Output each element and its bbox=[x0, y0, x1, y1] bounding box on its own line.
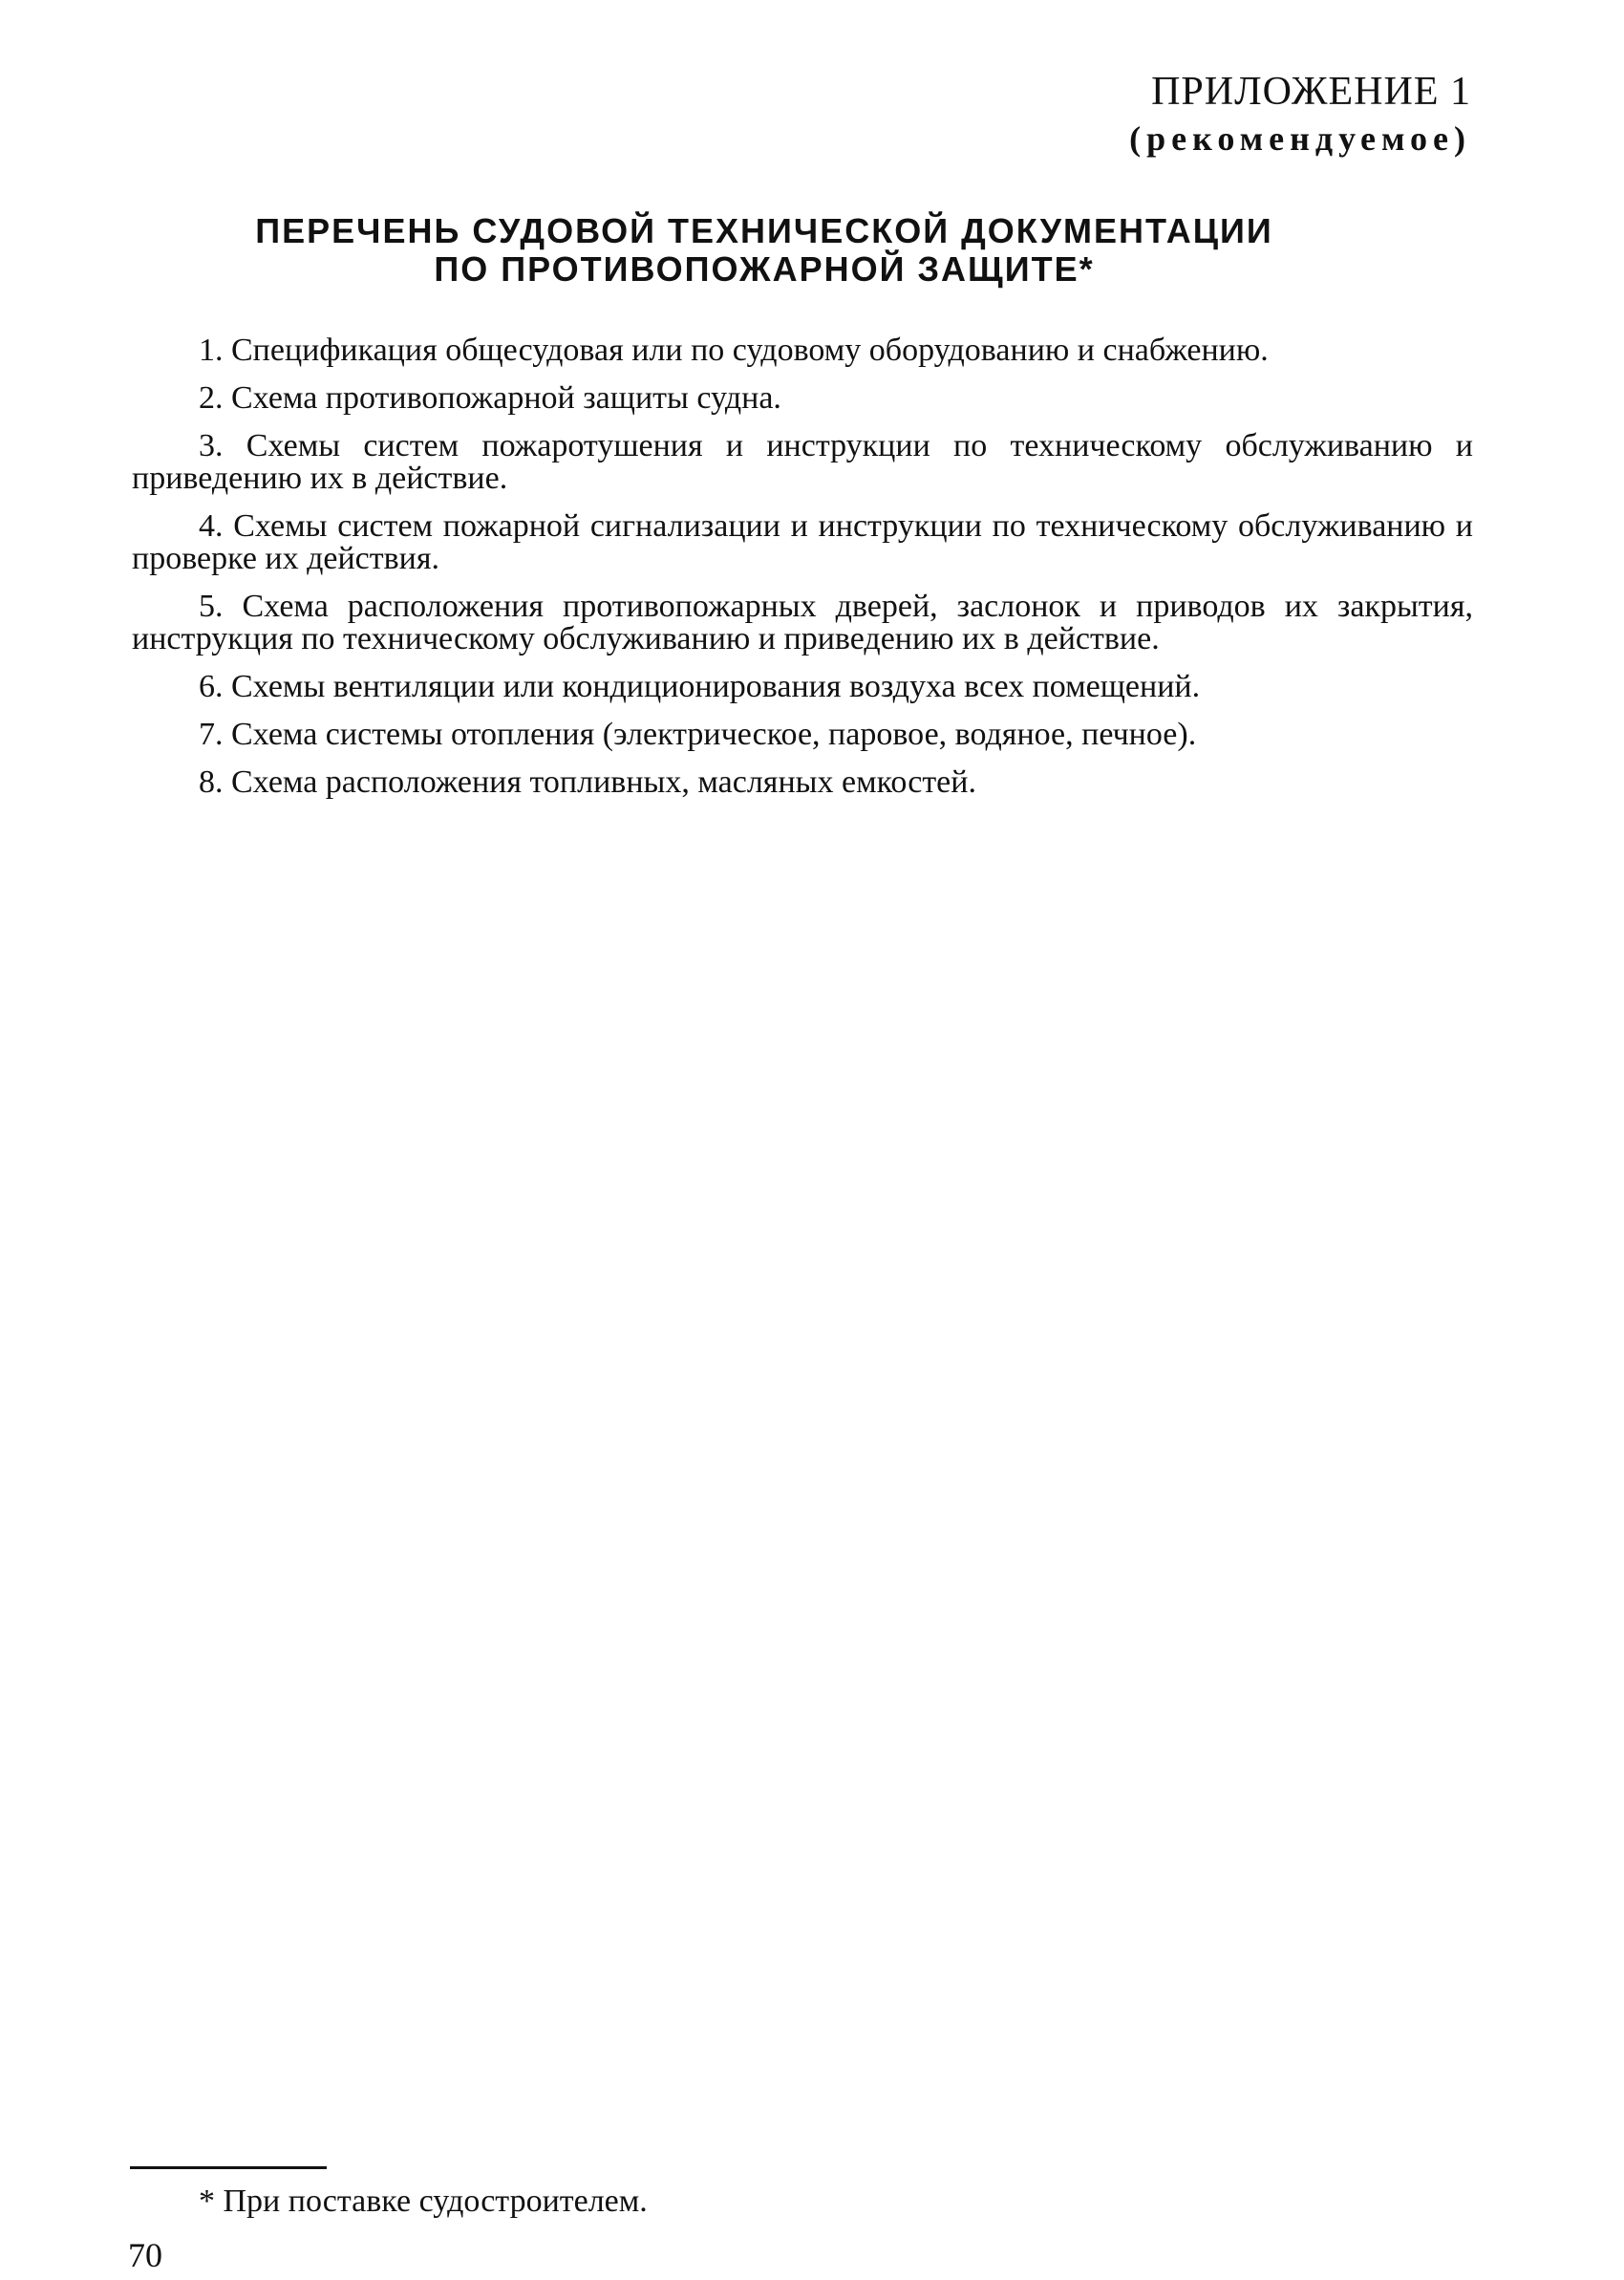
list-item: 3. Схемы систем пожаротушения и инструкции по техническому обслуживанию и приведению их в действие. bbox=[132, 428, 1473, 496]
list-item: 8. Схема расположения топливных, масляных емкостей. bbox=[199, 764, 976, 800]
footnote-divider bbox=[130, 2166, 327, 2169]
documentation-list bbox=[132, 334, 1473, 814]
list-item: 1. Спецификация общесудовая или по судовому оборудованию и снабжению. bbox=[199, 333, 1269, 368]
document-title-line-2: ПО ПРОТИВОПОЖАРНОЙ ЗАЩИТЕ* bbox=[434, 249, 1095, 289]
appendix-header bbox=[1129, 67, 1471, 161]
list-item: 5. Схема расположения противопожарных дверей, заслонок и приводов их закрытия, инструкция по техническому обслуживанию и приведению их в действие. bbox=[132, 589, 1473, 656]
list-item: 4. Схемы систем пожарной сигнализации и инструкции по техническому обслуживанию и проверке их действия. bbox=[132, 508, 1473, 576]
appendix-note: (рекомендуемое) bbox=[1129, 119, 1471, 158]
list-item: 6. Схемы вентиляции или кондиционирования воздуха всех помещений. bbox=[199, 669, 1201, 704]
list-item: 7. Схема системы отопления (электрическое, паровое, водяное, печное). bbox=[199, 717, 1197, 752]
document-title-line-1: ПЕРЕЧЕНЬ СУДОВОЙ ТЕХНИЧЕСКОЙ ДОКУМЕНТАЦИИ bbox=[255, 211, 1273, 250]
page-number: 70 bbox=[128, 2236, 162, 2274]
appendix-label: ПРИЛОЖЕНИЕ 1 bbox=[1151, 70, 1471, 114]
list-item: 2. Схема противопожарной защиты судна. bbox=[199, 380, 781, 416]
footnote: * При поставке судостроителем. bbox=[199, 2183, 648, 2219]
document-title bbox=[191, 212, 1337, 289]
